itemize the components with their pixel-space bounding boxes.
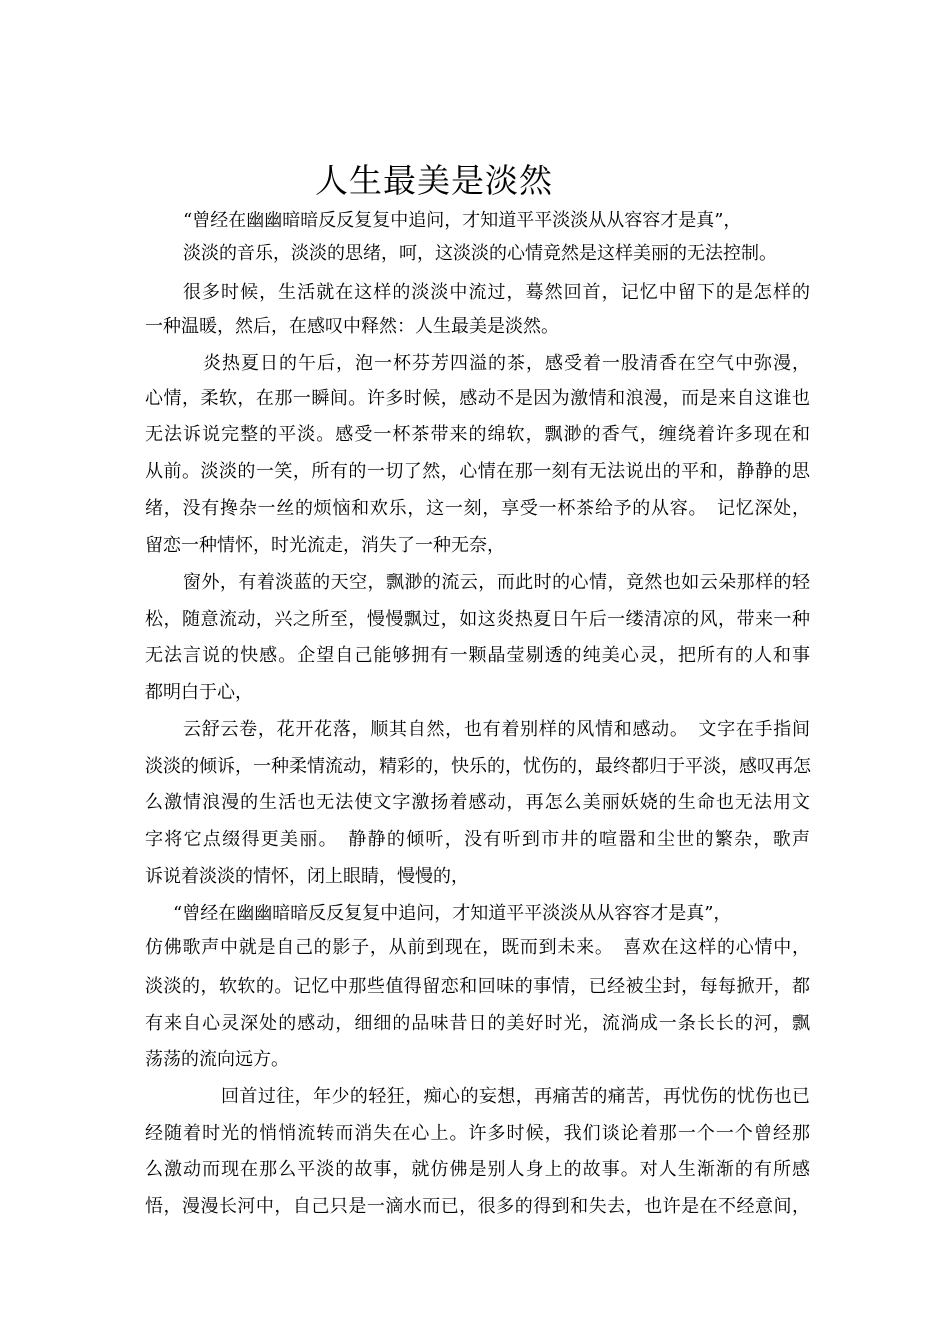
text-line: 窗外，有着淡蓝的天空，飘渺的流云，而此时的心情，竟然也如云朵那样的轻 — [183, 572, 810, 593]
text-line: 无法言说的快感。企望自己能够拥有一颗晶莹剔透的纯美心灵，把所有的人和事 — [145, 645, 810, 666]
text-line: 么激动而现在那么平淡的故事，就仿佛是别人身上的故事。对人生渐渐的有所感 — [145, 1159, 810, 1180]
text-line: “曾经在幽幽暗暗反反复复中追问，才知道平平淡淡从从容容才是真”， — [183, 210, 742, 231]
text-line: 字将它点缀得更美丽。 静静的倾听，没有听到市井的喧嚣和尘世的繁杂，歌声 — [145, 829, 810, 850]
text-line: 绪，没有搀杂一丝的烦恼和欢乐，这一刻，享受一杯茶给予的从容。 记忆深处， — [145, 498, 810, 519]
text-line: 心情，柔软，在那一瞬间。许多时候，感动不是因为激情和浪漫，而是来自这谁也 — [145, 388, 810, 409]
text-line: 一种温暖，然后，在感叹中释然：人生最美是淡然。 — [145, 316, 559, 337]
text-line: 无法诉说完整的平淡。感受一杯茶带来的绵软，飘渺的香气，缠绕着许多现在和 — [145, 424, 810, 445]
text-line: 松，随意流动，兴之所至，慢慢飘过，如这炎热夏日午后一缕清凉的风，带来一种 — [145, 609, 810, 630]
text-line: 从前。淡淡的一笑，所有的一切了然，心情在那一刻有无法说出的平和，静静的思 — [145, 461, 810, 482]
text-line: “曾经在幽幽暗暗反反复复中追问，才知道平平淡淡从从容容才是真”， — [173, 903, 732, 924]
text-line: 回首过往，年少的轻狂，痴心的妄想，再痛苦的痛苦，再忧伤的忧伤也已 — [221, 1086, 810, 1107]
text-line: 荡荡的流向远方。 — [145, 1049, 289, 1070]
text-line: 很多时候，生活就在这样的淡淡中流过，蓦然回首，记忆中留下的是怎样的 — [183, 282, 810, 303]
text-line: 仿佛歌声中就是自己的影子，从前到现在，既而到未来。 喜欢在这样的心情中， — [145, 937, 810, 958]
text-line: 么激情浪漫的生活也无法使文字激扬着感动，再怎么美丽妖娆的生命也无法用文 — [145, 792, 810, 813]
text-line: 悟，漫漫长河中，自己只是一滴水而已，很多的得到和失去，也许是在不经意间， — [145, 1196, 810, 1217]
document-title: 人生最美是淡然 — [315, 161, 553, 200]
text-line: 云舒云卷，花开花落，顺其自然，也有着别样的风情和感动。 文字在手指间 — [183, 719, 810, 740]
text-line: 炎热夏日的午后，泡一杯芬芳四溢的茶，感受着一股清香在空气中弥漫， — [203, 353, 810, 374]
text-line: 淡淡的，软软的。记忆中那些值得留恋和回味的事情，已经被尘封，每每掀开，都 — [145, 976, 810, 997]
text-line: 经随着时光的悄悄流转而消失在心上。许多时候，我们谈论着那一个一个曾经那 — [145, 1123, 810, 1144]
text-line: 诉说着淡淡的情怀，闭上眼睛，慢慢的， — [145, 866, 469, 887]
text-line: 留恋一种情怀，时光流走，消失了一种无奈， — [145, 535, 505, 556]
text-line: 都明白于心， — [145, 682, 253, 703]
text-line: 有来自心灵深处的感动，细细的品味昔日的美好时光，流淌成一条长长的河，飘 — [145, 1013, 810, 1034]
text-line: 淡淡的音乐，淡淡的思绪，呵，这淡淡的心情竟然是这样美丽的无法控制。 — [183, 243, 777, 264]
text-line: 淡淡的倾诉，一种柔情流动，精彩的，快乐的，忧伤的，最终都归于平淡，感叹再怎 — [145, 756, 811, 777]
